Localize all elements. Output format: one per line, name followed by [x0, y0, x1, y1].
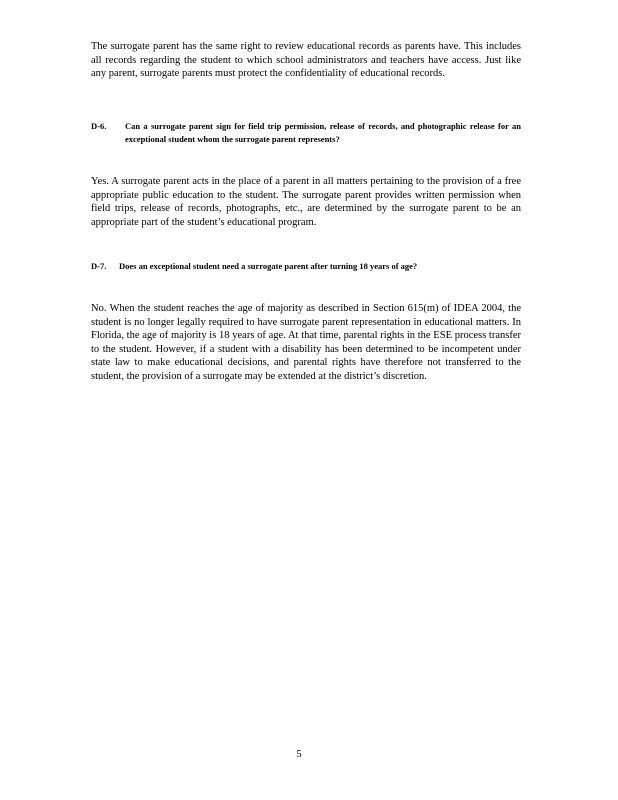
- answer-d6: Yes. A surrogate parent acts in the place of a parent in all matters pertaining to the provision of a free appropriate public education to the student. The surrogate parent provides written permission when field trips, release of records, photographs, etc., are determined by the surrogate parent to be an appropriate part of the student’s educational program.: [91, 176, 521, 228]
- paragraph-records-access: The surrogate parent has the same right to review educational records as parents have. This includes all records regarding the student to which school administrators and teachers have access. Just like any parent, surrogate parents must protect the confidentiality of educational records.: [91, 41, 521, 80]
- question-number: D-7.: [91, 261, 107, 271]
- answer-d7: No. When the student reaches the age of majority as described in Section 615(m) of IDEA 2004, the student is no longer legally required to have surrogate parent representation in educational matters. In Florida, the age of majority is 18 years of age. At that time, parental rights in the ESE process transfer to the student. However, if a student with a disability has been determined to be incompetent under state law to make educational decisions, and parental rights have therefore not transferred to the student, the provision of a surrogate may be extended at the district’s discretion.: [91, 303, 521, 382]
- page-number: 5: [296, 749, 302, 760]
- question-number: D-6.: [91, 121, 107, 131]
- question-text: Can a surrogate parent sign for field trip permission, release of records, and photographic release for an exceptional student whom the surrogate parent represents?: [125, 121, 521, 144]
- question-text: Does an exceptional student need a surrogate parent after turning 18 years of age?: [119, 261, 418, 271]
- question-d6: [91, 120, 521, 160]
- question-d7: [91, 260, 521, 288]
